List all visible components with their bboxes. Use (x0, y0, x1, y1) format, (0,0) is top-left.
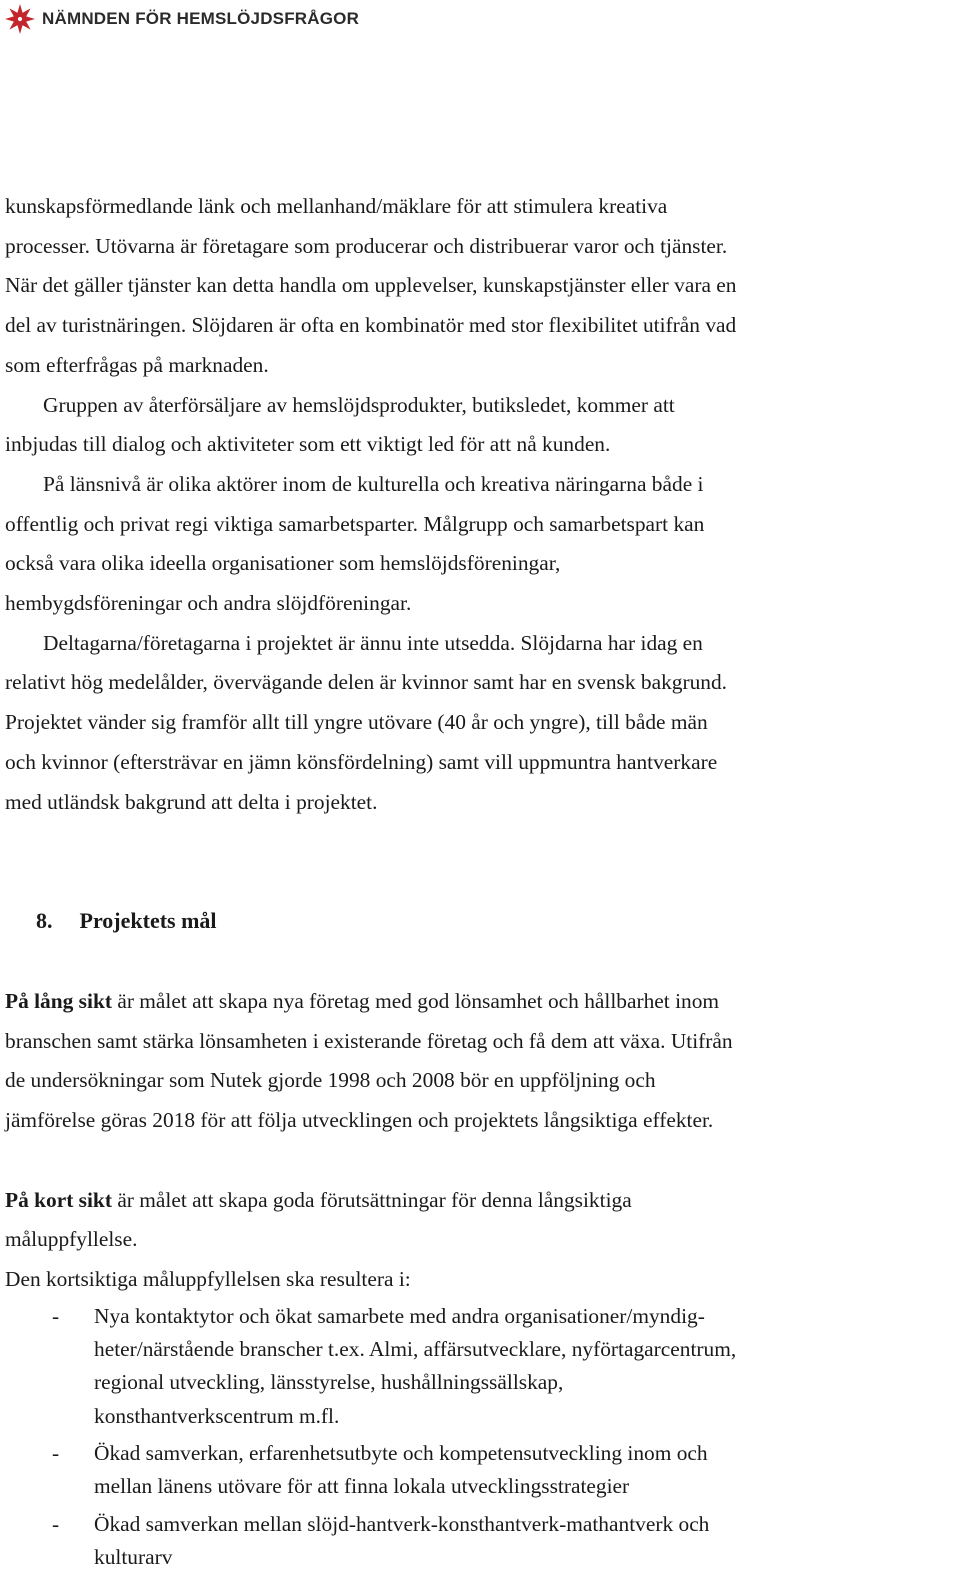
section-title: Projektets mål (79, 908, 217, 934)
text-line: måluppfyllelse. (5, 1227, 138, 1252)
text-line (5, 982, 957, 1022)
long-term-lead: På lång sikt (5, 988, 112, 1013)
page-header (4, 3, 359, 35)
text-line: kulturarv (94, 1544, 173, 1569)
text-line: heter/närstående branscher t.ex. Almi, affärsutvecklare, nyförtagarcentrum, (94, 1337, 737, 1362)
short-term-text: är målet att skapa goda förutsättningar för denna långsiktiga (111, 1187, 632, 1212)
text-line: regional utveckling, länsstyrelse, hushållningssällskap, (94, 1370, 564, 1395)
text-line: kunskapsförmedlande länk och mellanhand/mäklare för att stimulera kreativa (5, 194, 668, 218)
list-item-text (94, 1508, 709, 1574)
list-bullet: - (52, 1441, 60, 1466)
star-logo-icon (4, 3, 36, 35)
text-line: Ökad samverkan, erfarenhetsutbyte och kompetensutveckling inom och (94, 1441, 708, 1466)
list-item (5, 1300, 957, 1433)
text-line: processer. Utövarna är företagare som producerar och distribuerar varor och tjänster. (5, 233, 728, 258)
list-item (5, 1437, 957, 1504)
text-line: de undersökningar som Nutek gjorde 1998 och 2008 bör en uppföljning och (5, 1068, 656, 1093)
text-line: Gruppen av återförsäljare av hemslöjdsprodukter, butiksledet, kommer att (43, 392, 675, 417)
text-line: På länsnivå är olika aktörer inom de kulturella och kreativa näringarna både i (43, 471, 704, 496)
section-heading (5, 901, 957, 941)
text-line: branschen samt stärka lönsamheten i existerande företag och få dem att växa. Utifrån (5, 1028, 733, 1053)
text-line: jämförelse göras 2018 för att följa utvecklingen och projektets långsiktiga effekter. (5, 1108, 714, 1133)
document-body (5, 187, 957, 1574)
long-term-text: är målet att skapa nya företag med god lönsamhet och hållbarhet inom (111, 988, 720, 1013)
text-line: konsthantverkscentrum m.fl. (94, 1403, 340, 1428)
text-line: När det gäller tjänster kan detta handla om upplevelser, kunskapstjänster eller vara en (5, 273, 737, 298)
text-line: offentlig och privat regi viktiga samarbetsparter. Målgrupp och samarbetspart kan (5, 511, 705, 536)
text-line: relativt hög medelålder, övervägande delen är kvinnor samt har en svensk bakgrund. (5, 670, 728, 695)
list-item-text (94, 1437, 708, 1504)
text-line: som efterfrågas på marknaden. (5, 352, 269, 377)
section-number: 8. (36, 908, 53, 934)
result-list (5, 1300, 957, 1574)
text-line: Deltagarna/företagarna i projektet är ännu inte utsedda. Slöjdarna har idag en (43, 630, 703, 655)
text-line: inbjudas till dialog och aktiviteter som ett viktigt led för att nå kunden. (5, 432, 611, 457)
short-term-lead: På kort sikt (5, 1187, 112, 1212)
text-line: med utländsk bakgrund att delta i projektet. (5, 789, 378, 814)
text-line: Nya kontaktytor och ökat samarbete med andra organisationer/myndig- (94, 1303, 705, 1328)
text-line: hembygdsföreningar och andra slöjdföreningar. (5, 591, 412, 616)
text-line: Ökad samverkan mellan slöjd-hantverk-konsthantverk-mathantverk och (94, 1511, 710, 1536)
list-bullet: - (52, 1303, 60, 1328)
text-line: och kvinnor (eftersträvar en jämn könsfördelning) samt vill uppmuntra hantverkare (5, 749, 718, 774)
organization-name: NÄMNDEN FÖR HEMSLÖJDSFRÅGOR (42, 9, 360, 28)
text-line (5, 1181, 957, 1221)
text-line: Den kortsiktiga måluppfyllelsen ska resultera i: (5, 1267, 411, 1292)
text-line: mellan länens utövare för att finna lokala utvecklingsstrategier (94, 1474, 630, 1499)
list-item-text (94, 1300, 736, 1433)
text-line: Projektet vänder sig framför allt till yngre utövare (40 år och yngre), till både män (5, 710, 708, 735)
list-item (5, 1508, 957, 1574)
text-line: också vara olika ideella organisationer som hemslöjdsföreningar, (5, 551, 561, 576)
text-line: del av turistnäringen. Slöjdaren är ofta en kombinatör med stor flexibilitet utifrån vad (5, 313, 737, 338)
list-bullet: - (52, 1511, 60, 1536)
